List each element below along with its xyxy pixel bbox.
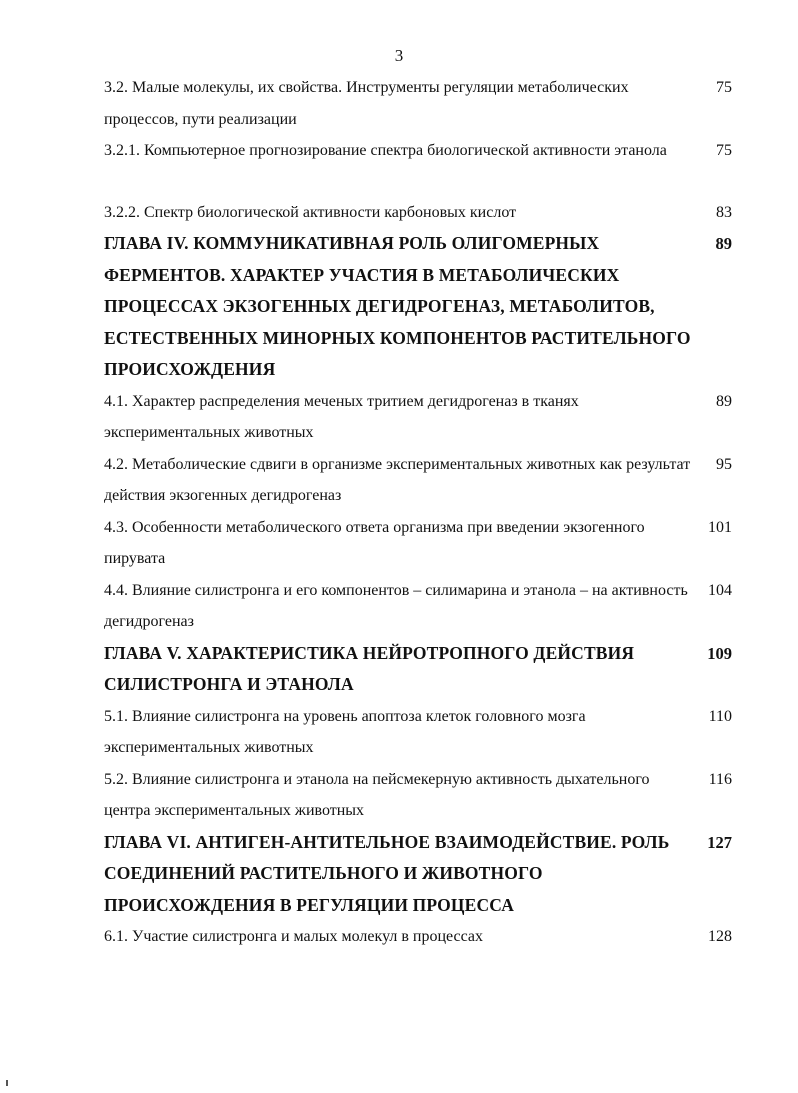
toc-chapter-title: ГЛАВА V. ХАРАКТЕРИСТИКА НЕЙРОТРОПНОГО ДЕЙСТВИЯ СИЛИСТРОНГА И ЭТАНОЛА: [104, 642, 635, 694]
toc-entry-6-1: [104, 921, 744, 953]
toc-entry-5-1: [104, 701, 744, 764]
toc-entry-5-2: [104, 764, 744, 827]
toc-entry-4-2: [104, 449, 744, 512]
toc-entry-title: 4.2. Метаболические сдвиги в организме экспериментальных животных как результат действия экзогенных дегидрогеназ: [104, 455, 691, 504]
toc-entry-title: 3.2.2. Спектр биологической активности карбоновых кислот: [104, 203, 517, 221]
toc-chapter-title: ГЛАВА IV. КОММУНИКАТИВНАЯ РОЛЬ ОЛИГОМЕРНЫХ ФЕРМЕНТОВ. ХАРАКТЕР УЧАСТИЯ В МЕТАБОЛИЧЕСКИХ ПРОЦЕССАХ ЭКЗОГЕННЫХ ДЕГИДРОГЕНАЗ, МЕТАБОЛИТОВ, ЕСТЕСТВЕННЫХ МИНОРНЫХ КОМПОНЕНТОВ РАСТИТЕЛЬНОГО ПРОИСХОЖДЕНИЯ: [104, 233, 691, 379]
toc-chapter-4: [104, 228, 744, 386]
toc-entry-title: 5.2. Влияние силистронга и этанола на пейсмекерную активность дыхательного центра экспериментальных животных: [104, 770, 650, 819]
toc-entry-title: 3.2. Малые молекулы, их свойства. Инструменты регуляции метаболических процессов, пути реализации: [104, 79, 629, 128]
toc-entry-page: 75: [716, 79, 732, 96]
toc-chapter-page: 89: [715, 234, 732, 253]
toc-entry-page: 128: [708, 928, 732, 945]
toc-entry-page: 116: [708, 770, 732, 788]
toc-entry-3-2-1: [104, 135, 744, 167]
table-of-contents: [104, 72, 744, 953]
toc-entry-page: 75: [716, 142, 732, 159]
toc-entry-title: 6.1. Участие силистронга и малых молекул в процессах: [104, 928, 484, 945]
toc-chapter-page: 127: [707, 832, 732, 852]
toc-chapter-page: 109: [707, 643, 732, 663]
toc-entry-page: 95: [716, 455, 732, 473]
page-number: 3: [394, 46, 404, 65]
toc-entry-4-1: [104, 386, 744, 449]
toc-entry-3-2-2: [104, 197, 744, 229]
toc-entry-title: 4.3. Особенности метаболического ответа организма при введении экзогенного пирувата: [104, 518, 645, 567]
toc-entry-page: 101: [708, 518, 732, 536]
toc-entry-4-4: [104, 575, 744, 638]
toc-entry-title: 3.2.1. Компьютерное прогнозирование спектра биологической активности этанола: [104, 142, 667, 159]
toc-chapter-5: [104, 638, 744, 701]
toc-entry-page: 83: [716, 203, 732, 221]
toc-chapter-6: [104, 827, 744, 922]
toc-entry-page: 104: [708, 581, 732, 599]
toc-chapter-title: ГЛАВА VI. АНТИГЕН-АНТИТЕЛЬНОЕ ВЗАИМОДЕЙСТВИЕ. РОЛЬ СОЕДИНЕНИЙ РАСТИТЕЛЬНОГО И ЖИВОТНОГО ПРОИСХОЖДЕНИЯ В РЕГУЛЯЦИИ ПРОЦЕССА: [104, 831, 670, 915]
toc-entry-page: 89: [716, 392, 732, 410]
toc-entry-title: 5.1. Влияние силистронга на уровень апоптоза клеток головного мозга экспериментальных животных: [104, 707, 586, 756]
toc-entry-title: 4.4. Влияние силистронга и его компонентов – силимарина и этанола – на активность дегидрогеназ: [104, 581, 688, 630]
toc-entry-title: 4.1. Характер распределения меченых тритием дегидрогеназ в тканях экспериментальных животных: [104, 392, 579, 441]
toc-entry-page: 110: [708, 707, 732, 725]
toc-entry-4-3: [104, 512, 744, 575]
toc-entry-3-2: [104, 72, 744, 135]
scan-artifact-mark: [6, 1080, 8, 1086]
